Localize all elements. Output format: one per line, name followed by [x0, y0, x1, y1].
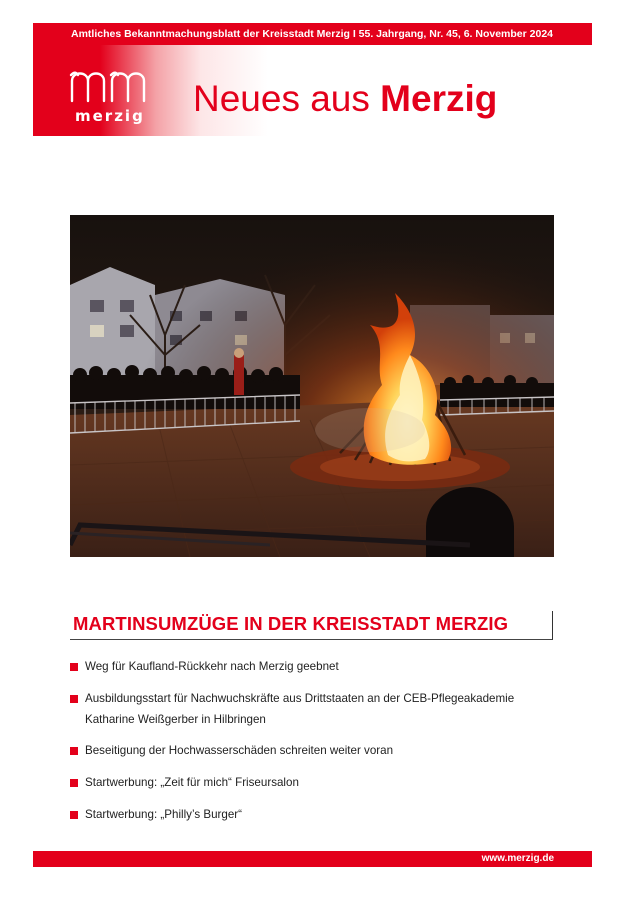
list-item-text: Startwerbung: „Philly’s Burger“ [85, 808, 243, 821]
cover-photo [70, 215, 554, 557]
masthead [33, 45, 592, 136]
footer-url-link[interactable]: www.merzig.de [481, 853, 554, 864]
bullet-square-icon [70, 747, 78, 755]
bullet-square-icon [70, 695, 78, 703]
list-item-text-continued: Katharine Weißgerber in Hilbringen [85, 713, 266, 726]
bullet-square-icon [70, 779, 78, 787]
list-item-text: Startwerbung: „Zeit für mich“ Friseursalon [85, 776, 299, 789]
title-bold: Merzig [380, 78, 498, 119]
main-headline [70, 611, 553, 640]
list-item-text: Beseitigung der Hochwasserschäden schreiten weiter voran [85, 744, 394, 757]
footer-bar [33, 851, 592, 867]
bullet-square-icon [70, 811, 78, 819]
headline-text: MARTINSUMZÜGE IN DER KREISSTADT MERZIG [73, 613, 509, 634]
title-regular: Neues aus [193, 78, 381, 119]
list-item-text: Weg für Kaufland-Rückkehr nach Merzig geebnet [85, 660, 339, 673]
logo-wordmark: merzig [75, 107, 145, 125]
header-bar-text: Amtliches Bekanntmachungsblatt der Kreisstadt Merzig I 55. Jahrgang, Nr. 45, 6. November 2024 [71, 28, 553, 40]
list-item-text: Ausbildungsstart für Nachwuchskräfte aus Drittstaaten an der CEB-Pflegeakademie [85, 692, 515, 705]
header-bar [33, 23, 592, 45]
bullet-square-icon [70, 663, 78, 671]
bonfire-photo-illustration [70, 215, 554, 557]
page-title [193, 80, 497, 117]
